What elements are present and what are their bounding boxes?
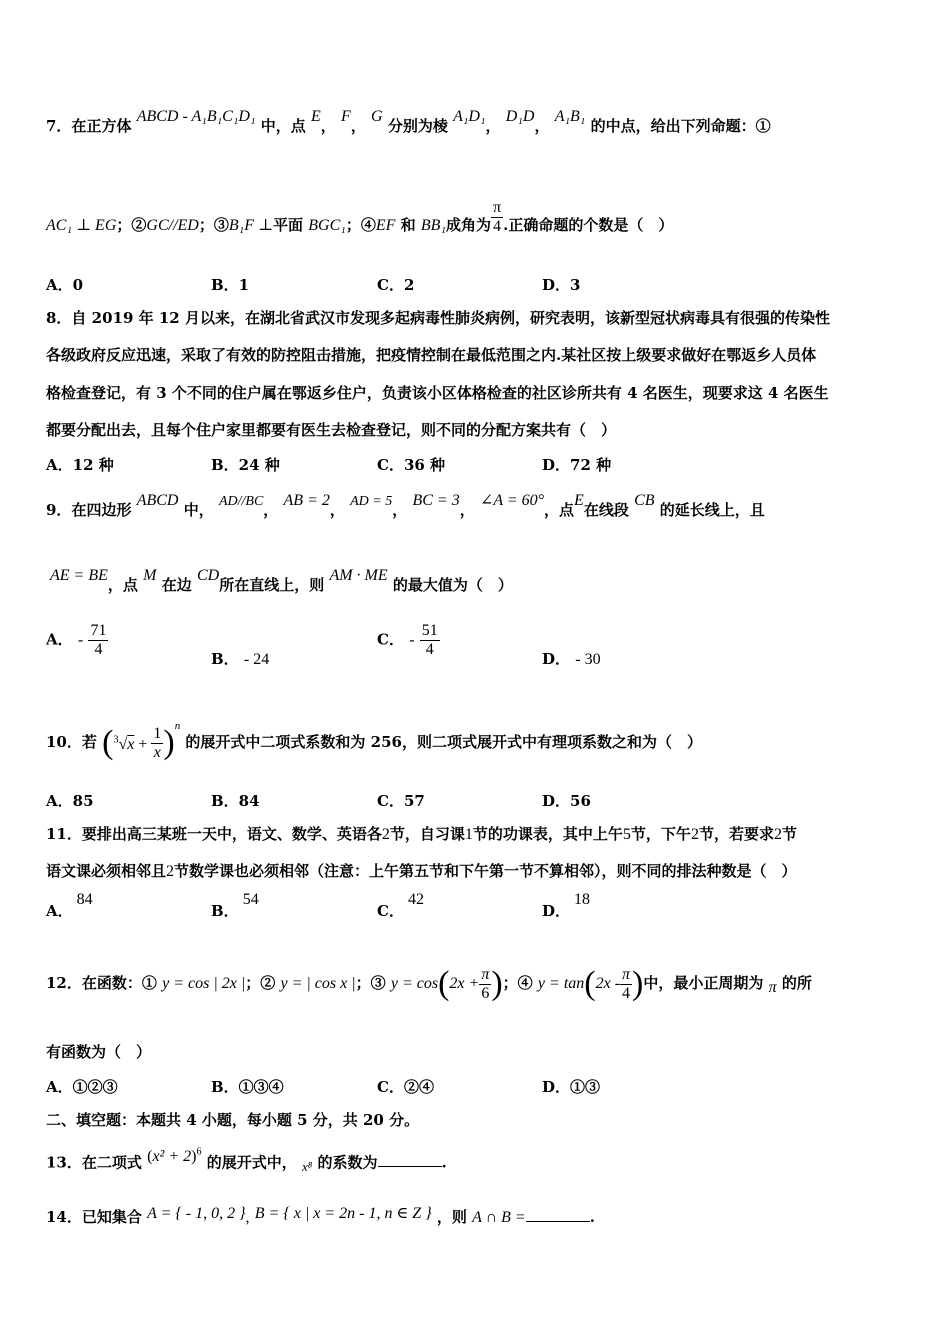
q9-option-a: A． - $\frac{71}{4}$	[46, 622, 107, 658]
q7-option-a: A．0	[46, 276, 84, 294]
q7-number: 7．	[46, 117, 72, 135]
section-2-heading: 二、填空题：本题共 4 小题，每小题 5 分，共 20 分。	[46, 1111, 420, 1129]
pi-over-4: $\frac{\pi}{4}$	[493, 198, 502, 235]
q11-option-b: B．54	[211, 891, 259, 920]
q9-line1: 9．在四边形 ABCD 中， AD//BC， AB = 2， AD = 5， BC = 3， ∠A = 60°，点E在线段 CB 的延长线上，且	[46, 492, 765, 519]
q8-line2: 各级政府反应迅速，采取了有效的防控阻击措施，把疫情控制在最低范围之内.某社区按上级要求做好在鄂返乡人员体	[46, 346, 817, 364]
q7-line1: 7．在正方体 ABCD - A₁B₁C₁D₁ 中，点 E， F， G 分别为棱 A₁D₁， D₁D， A₁B₁ 的中点，给出下列命题：①	[46, 108, 771, 135]
q14-answer-blank[interactable]	[526, 1207, 590, 1222]
q14-line: 14．已知集合 A = { - 1, 0, 2 }, B = { x | x = 2n - 1, n ∈ Z } ，则 A ∩ B = .	[46, 1205, 595, 1226]
q12-option-d: D．①③	[542, 1078, 601, 1096]
q11-option-c: C．42	[377, 891, 424, 920]
q12-option-b: B．①③④	[211, 1078, 284, 1096]
q10-option-d: D．56	[542, 792, 591, 810]
q8-option-c: C．36 种	[377, 456, 446, 474]
q9-option-d: D． - 30	[542, 650, 601, 668]
q8-option-b: B．24 种	[211, 456, 280, 474]
q13-answer-blank[interactable]	[378, 1152, 442, 1167]
q8-line1: 8．自 2019 年 12 月以来，在湖北省武汉市发现多起病毒性肺炎病例，研究表明，该新型冠状病毒具有很强的传染性	[46, 309, 830, 327]
q7-option-b: B．1	[211, 276, 250, 294]
q12-option-c: C．②④	[377, 1078, 434, 1096]
q10-option-c: C．57	[377, 792, 425, 810]
q11-option-a: A．84	[46, 891, 93, 920]
q11-option-d: D．18	[542, 891, 591, 920]
q7-option-d: D．3	[542, 276, 581, 294]
q7-option-c: C．2	[377, 276, 415, 294]
q8-option-d: D．72 种	[542, 456, 612, 474]
q9-option-c: C． - $\frac{51}{4}$	[377, 622, 438, 658]
q9-line2: AE = BE，点 M 在边 CD所在直线上，则 AM · ME 的最大值为（ ）	[50, 567, 513, 594]
q10-option-b: B．84	[211, 792, 260, 810]
cube-name: ABCD - A₁B₁C₁D₁	[136, 108, 256, 125]
q13-line: 13．在二项式 $(x^2 + 2)^6$ 的展开式中， x⁸ 的系数为 .	[46, 1147, 447, 1175]
q12-line2: 有函数为（ ）	[46, 1043, 152, 1061]
q10-option-a: A．85	[46, 792, 94, 810]
q10-line: 10．若 ($^3$√x + $\frac{1}{x}$ )$^n$ 的展开式中二项式系数和为 256，则二项式展开式中有理项系数之和为（ ）	[46, 720, 702, 761]
q11-line2: 语文课必须相邻且2节数学课也必须相邻（注意：上午第五节和下午第一节不算相邻），则不同的排法种数是（ ）	[46, 862, 797, 880]
q8-line3: 格检查登记，有 3 个不同的住户属在鄂返乡住户，负责该小区体格检查的社区诊所共有 4 名医生，现要求这 4 名医生	[46, 384, 829, 402]
q12-line1: 12．在函数：① y = cos | 2x |；② y = | cos x |；③ y = cos(2x + $\frac{\pi}{6}$ )；④ y = tan(2x - $\frac{\pi}{4}$ )中，最小正周期为 π 的所	[46, 965, 812, 1002]
q12-option-a: A．①②③	[46, 1078, 118, 1096]
q7-line2: AC₁ ⊥ EG；②GC//ED；③B₁F ⊥平面 BGC₁；④EF 和 BB₁成角为 $\frac{\pi}{4}$ .正确命题的个数是（ ）	[46, 198, 674, 235]
q9-option-b: B． - 24	[211, 650, 270, 668]
q11-line1: 11．要排出高三某班一天中，语文、数学、英语各2节，自习课1节的功课表，其中上午5节，下午2节，若要求2节	[46, 825, 797, 843]
q8-line4: 都要分配出去，且每个住户家里都要有医生去检查登记，则不同的分配方案共有（ ）	[46, 421, 617, 439]
q8-option-a: A．12 种	[46, 456, 114, 474]
